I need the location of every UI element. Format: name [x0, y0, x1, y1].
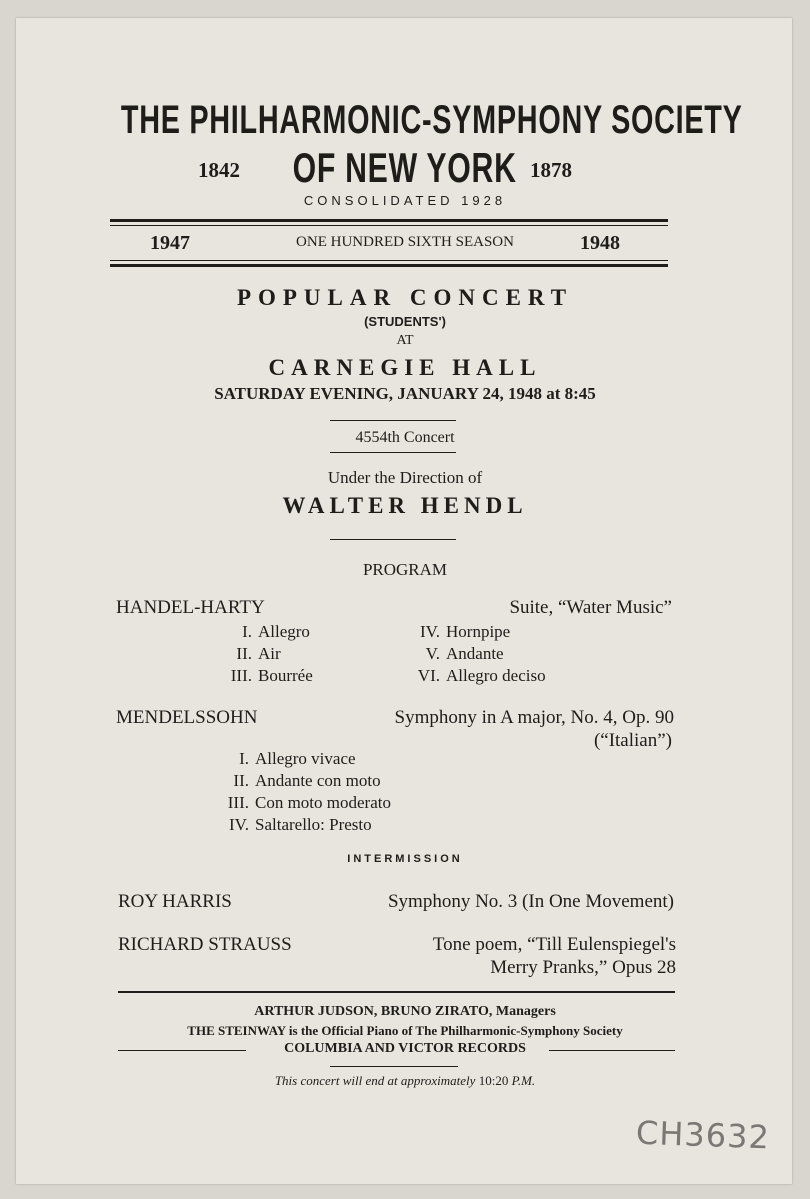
composer-mendelssohn: MENDELSSOHN — [116, 707, 258, 728]
composer-richard-strauss: RICHARD STRAUSS — [118, 934, 292, 955]
composer-handel-harty: HANDEL-HARTY — [116, 597, 265, 618]
consolidated-line: CONSOLIDATED 1928 — [303, 193, 507, 208]
concert-date-time: SATURDAY EVENING, JANUARY 24, 1948 at 8:45 — [214, 384, 596, 403]
work-till-eulenspiegel-line2: Merry Pranks,” Opus 28 — [490, 957, 676, 978]
divider-bottom — [110, 264, 668, 267]
movement: IV. Saltarello: Presto — [229, 815, 372, 834]
movement: V. Andante — [425, 644, 504, 663]
at-label: AT — [396, 333, 414, 348]
season-label: ONE HUNDRED SIXTH SEASON — [296, 234, 514, 250]
movement: VI. Allegro deciso — [417, 666, 546, 685]
conductor-rule — [330, 539, 456, 540]
intermission: INTERMISSION — [347, 853, 463, 865]
concert-subtitle: (STUDENTS') — [364, 314, 446, 329]
direction-label: Under the Direction of — [327, 468, 483, 487]
divider-bottom-thin — [110, 260, 668, 261]
society-title-line1: THE PHILHARMONIC-SYMPHONY SOCIETY — [120, 98, 743, 142]
end-note: This concert will end at approximately 10:20 P.M. — [274, 1073, 536, 1088]
program-heading: PROGRAM — [362, 560, 448, 579]
movement: IV. Hornpipe — [420, 622, 511, 641]
work-symphony-3: Symphony No. 3 (In One Movement) — [387, 891, 674, 912]
second-year: 1878 — [530, 158, 572, 182]
movement: I. Allegro vivace — [239, 749, 356, 768]
season-start-year: 1947 — [150, 232, 190, 254]
movement: I. Allegro — [242, 622, 310, 641]
catalog-mark: CH3632 — [635, 1113, 771, 1157]
managers-line: ARTHUR JUDSON, BRUNO ZIRATO, Managers — [254, 1004, 556, 1019]
conductor-name: WALTER HENDL — [282, 493, 528, 518]
concert-number: 4554th Concert — [355, 429, 455, 446]
movement: II. Andante con moto — [233, 771, 381, 790]
work-italian-symphony: Symphony in A major, No. 4, Op. 90 — [394, 707, 674, 728]
season-end-year: 1948 — [580, 232, 620, 254]
work-till-eulenspiegel-line1: Tone poem, “Till Eulenspiegel's — [432, 934, 676, 955]
number-rule-top — [330, 420, 456, 421]
steinway-line: THE STEINWAY is the Official Piano of The Philharmonic-Symphony Society — [187, 1023, 623, 1038]
movement: III. Bourrée — [230, 666, 313, 685]
movement: III. Con moto moderato — [227, 793, 391, 812]
end-note-rule — [330, 1066, 458, 1067]
divider-top-thin — [110, 225, 668, 226]
divider-top — [110, 219, 668, 222]
movement: II. Air — [236, 644, 281, 663]
founding-year: 1842 — [198, 158, 240, 182]
concert-title: POPULAR CONCERT — [236, 285, 574, 310]
work-water-music: Suite, “Water Music” — [509, 597, 672, 618]
venue: CARNEGIE HALL — [268, 355, 542, 380]
records-rule-right — [549, 1050, 675, 1051]
composer-roy-harris: ROY HARRIS — [118, 891, 232, 912]
footer-rule — [118, 991, 675, 993]
society-title-line2: OF NEW YORK — [292, 144, 518, 191]
work-italian-subtitle: (“Italian”) — [593, 730, 672, 751]
records-line: COLUMBIA AND VICTOR RECORDS — [284, 1041, 526, 1056]
number-rule-bottom — [330, 452, 456, 453]
